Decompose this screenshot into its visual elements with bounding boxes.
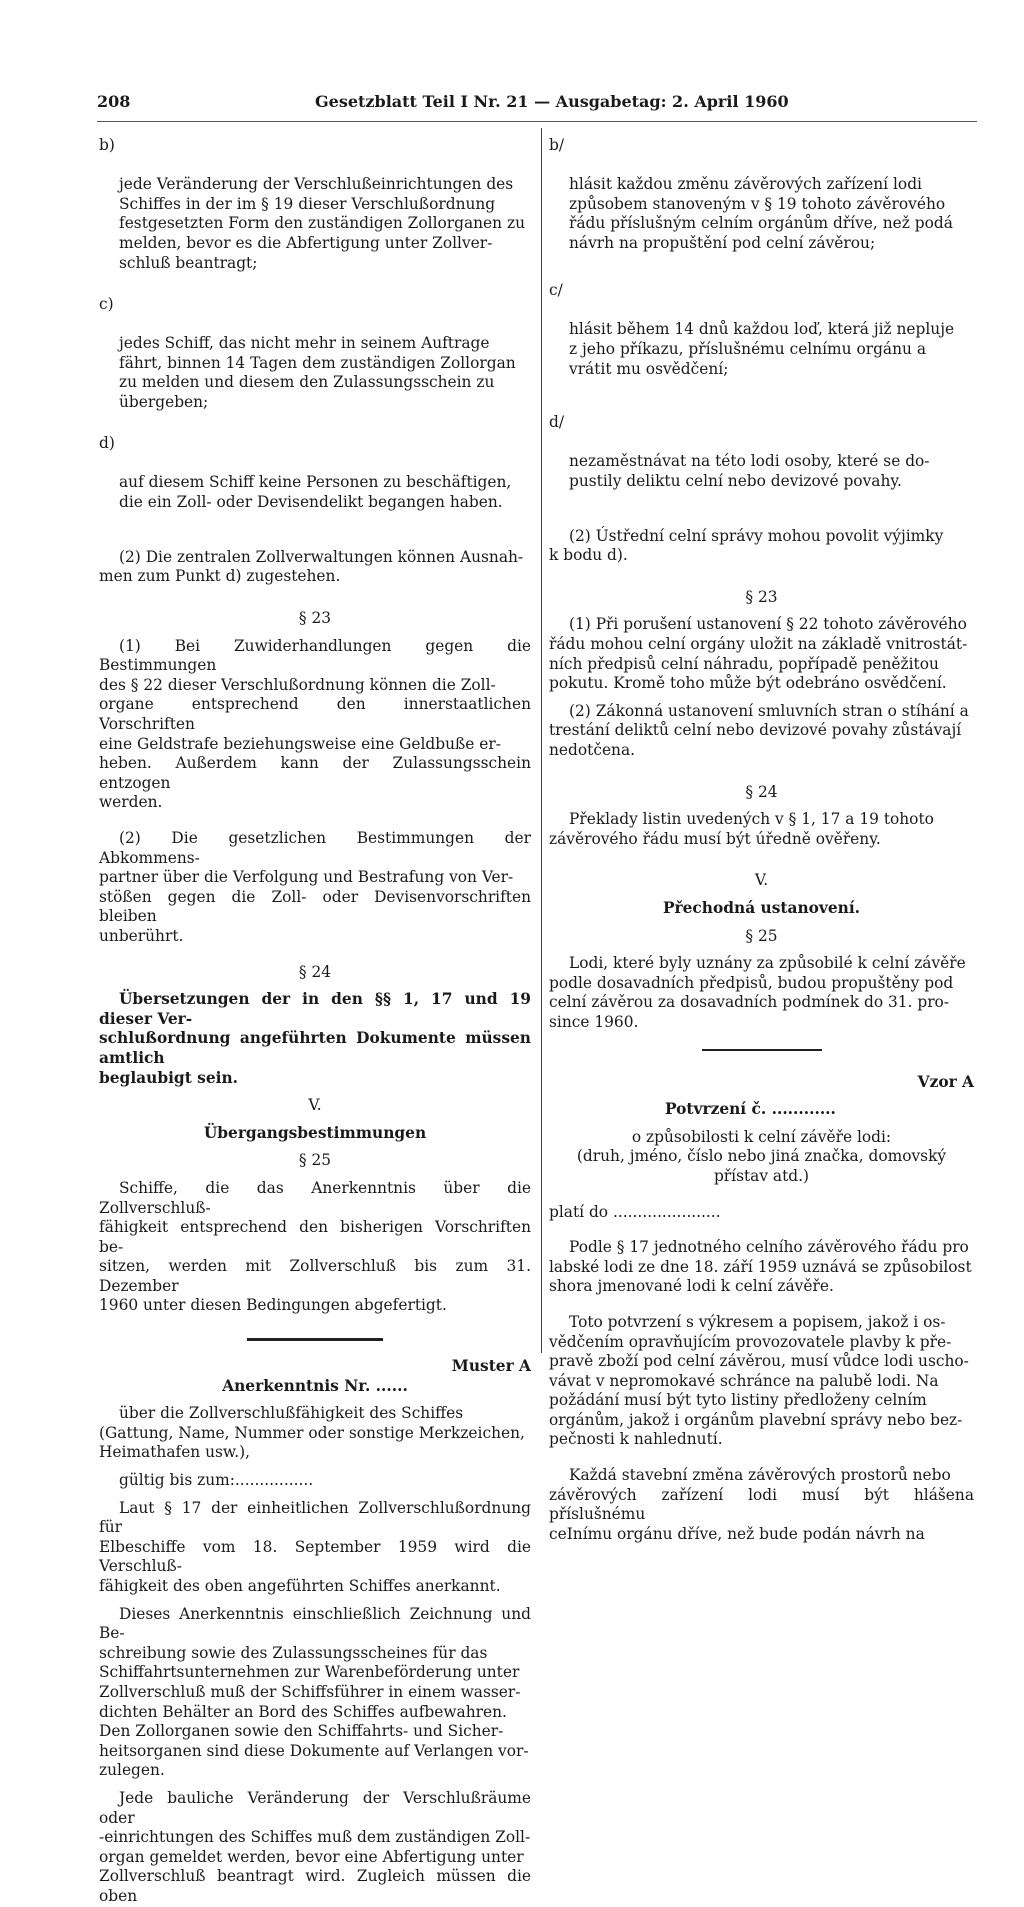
- item-marker: c/: [549, 281, 563, 300]
- list-item: [549, 413, 974, 511]
- section-23-paragraph-1: (1) Bei Zuwiderhandlungen gegen die Bestimmungen des § 22 dieser Verschlußordnung können die Zoll- organe entsprechend den innerstaatlichen Vorschriften eine Geldstrafe beziehungsweise eine Geldbuße er- heben. Außerdem kann der Zulassungsschein entzogen werden.: [99, 636, 531, 812]
- certificate-paragraph-3: Jede bauliche Veränderung der Verschlußräume oder -einrichtungen des Schiffes muß dem zuständigen Zoll- organ gemeldet werden, bevor eine Abfertigung unter Zollverschluß beantragt wird. Zugleich müssen die oben: [99, 1788, 531, 1905]
- section-25-title: § 25: [298, 1151, 332, 1170]
- section-24-paragraph: Übersetzungen der in den §§ 1, 17 und 19 dieser Ver- schlußordnung angeführten Dokumente müssen amtlich beglaubigt sein.: [99, 990, 531, 1087]
- item-text: nezaměstnávat na této lodi osoby, které se do- pustily deliktu celní nebo devizové povahy.: [569, 451, 930, 490]
- transition-heading: Übergangsbestimmungen: [203, 1123, 427, 1142]
- section-24-title: § 24: [298, 962, 332, 981]
- certificate-subtitle: über die Zollverschlußfähigkeit des Schiffes (Gattung, Name, Nummer oder sonstige Merkzeichen, Heimathafen usw.),: [99, 1404, 525, 1462]
- certificate-paragraph-2: Toto potvrzení s výkresem a popisem, jakož i os- vědčením opravňujícím provozovatele plavby k pře- pravě zboží pod celní závěrou, musí vůdce lodi uscho- vávat v nepromokavé schránce na palubě lodi. Na požádání musí být tyto listiny předloženy celním orgánům, jakož i orgánům plavební správy nebo bez- pečnosti k nahlednutí.: [549, 1312, 969, 1449]
- section-24-title: § 24: [745, 782, 778, 801]
- page-header: [97, 92, 789, 116]
- item-text: auf diesem Schiff keine Personen zu beschäftigen, die ein Zoll- oder Devisendelikt begangen haben.: [119, 473, 512, 511]
- vzor-a-label: Vzor A: [917, 1072, 974, 1091]
- part-v-heading: V.: [754, 871, 769, 890]
- section-25-title: § 25: [745, 926, 778, 945]
- certificate-paragraph-1: Laut § 17 der einheitlichen Zollverschlußordnung für Elbeschiffe vom 18. September 1959 wird die Verschluß- fähigkeit des oben angeführten Schiffes anerkannt.: [99, 1498, 531, 1595]
- list-item: [99, 295, 531, 432]
- part-v-heading: V.: [308, 1096, 322, 1115]
- item-marker: b): [99, 136, 115, 154]
- certificate-title: Potvrzení č. ............: [665, 1100, 836, 1119]
- section-25-paragraph: Schiffe, die das Anerkenntnis über die Zollverschluß- fähigkeit entsprechend den bisherigen Vorschriften be- sitzen, werden mit Zollverschluß bis zum 31. Dezember 1960 unter diesen Bedingungen abgefertigt.: [99, 1178, 531, 1315]
- gazette-title: Gesetzblatt Teil I Nr. 21 — Ausgabetag: 2. April 1960: [315, 92, 789, 111]
- section-23-title: § 23: [745, 587, 778, 606]
- item-marker: c): [99, 294, 114, 313]
- muster-a-label: Muster A: [451, 1357, 531, 1376]
- section-23-title: § 23: [298, 609, 332, 628]
- list-item: [549, 136, 974, 273]
- list-item: [99, 136, 531, 293]
- german-column: [99, 136, 531, 1907]
- paragraph-22-2: (2) Ústřední celní správy mohou povolit výjimky k bodu d).: [549, 526, 944, 565]
- certificate-subtitle: o způsobilosti k celní závěře lodi: (druh, jméno, číslo nebo jiná značka, domovský přístav atd.): [576, 1127, 947, 1185]
- certificate-paragraph-2: Dieses Anerkenntnis einschließlich Zeichnung und Be- schreibung sowie des Zulassungsscheines für das Schiffahrtsunternehmen zur Warenbeförderung unter Zollverschluß muß der Schiffsführer in einem wasser- dichten Behälter an Bord des Schiffes aufbewahren. Den Zollorganen sowie den Schiffahrts- und Sicher- heitsorganen sind diese Dokumente auf Verlangen vor- zulegen.: [99, 1604, 531, 1780]
- valid-until-line: platí do ......................: [549, 1202, 721, 1221]
- czech-column: [549, 136, 974, 1544]
- item-text: hlásit během 14 dnů každou loď, která již nepluje z jeho příkazu, příslušnému celnímu orgánu a vrátit mu osvědčení;: [569, 320, 955, 378]
- certificate-paragraph-3: Každá stavební změna závěrových prostorů nebo závěrových zařízení lodi musí být hlášena příslušnému ceInímu orgánu dříve, než bude podán návrh na: [549, 1466, 974, 1543]
- item-text: jedes Schiff, das nicht mehr in seinem Auftrage fährt, binnen 14 Tagen dem zuständigen Zollorgan zu melden und diesem den Zulassungsschein zu übergeben;: [119, 333, 516, 411]
- paragraph-22-2: (2) Die zentralen Zollverwaltungen können Ausnah- men zum Punkt d) zugestehen.: [99, 547, 524, 586]
- page-number: 208: [97, 92, 131, 111]
- section-23-paragraph-2: (2) Die gesetzlichen Bestimmungen der Abkommens- partner über die Verfolgung und Bestrafung von Ver- stößen gegen die Zoll- oder Devisenvorschriften bleiben unberührt.: [99, 829, 531, 945]
- section-24-paragraph: Překlady listin uvedených v § 1, 17 a 19 tohoto závěrového řádu musí být úředně ověřeny.: [549, 810, 934, 848]
- header-rule: [97, 121, 977, 122]
- list-item: [99, 434, 531, 532]
- item-text: jede Veränderung der Verschlußeinrichtungen des Schiffes in der im § 19 dieser Verschlußordnung festgesetzten Form den zuständigen Zollorganen zu melden, bevor es die Abfertigung unter Zollver- schluß beantragt;: [119, 175, 525, 272]
- column-divider: [541, 128, 542, 1353]
- valid-until-line: gültig bis zum:................: [119, 1471, 314, 1490]
- section-23-paragraph-1: (1) Při porušení ustanovení § 22 tohoto závěrového řádu mohou celní orgány uložit na základě vnitrostát- ních předpisů celní náhradu, popřípadě peněžitou pokutu. Kromě toho může být odebráno osvědčení.: [549, 615, 968, 693]
- list-item: [549, 281, 974, 399]
- item-marker: b/: [549, 136, 565, 154]
- item-marker: d/: [549, 412, 565, 431]
- certificate-paragraph-1: Podle § 17 jednotného celního závěrového řádu pro labské lodi ze dne 18. září 1959 uznává se způsobilost shora jmenované lodi k celní závěře.: [549, 1238, 972, 1296]
- transition-heading: Přechodná ustanovení.: [662, 899, 861, 917]
- section-23-paragraph-2: (2) Zákonná ustanovení smluvních stran o stíhání a trestání deliktů celní nebo devizové povahy zůstávají nedotčena.: [549, 701, 969, 760]
- section-25-paragraph: Lodi, které byly uznány za způsobilé k celní závěře podle dosavadních předpisů, budou propuštěny pod celní závěrou za dosavadních podmínek do 31. pro- since 1960.: [549, 954, 966, 1031]
- item-marker: d): [99, 433, 115, 452]
- item-text: hlásit každou změnu závěrových zařízení lodi způsobem stanoveným v § 19 tohoto závěrového řádu příslušným celním orgánům dříve, než podá návrh na propuštění pod celní závěrou;: [569, 175, 953, 252]
- certificate-title: Anerkenntnis Nr. ......: [222, 1376, 408, 1395]
